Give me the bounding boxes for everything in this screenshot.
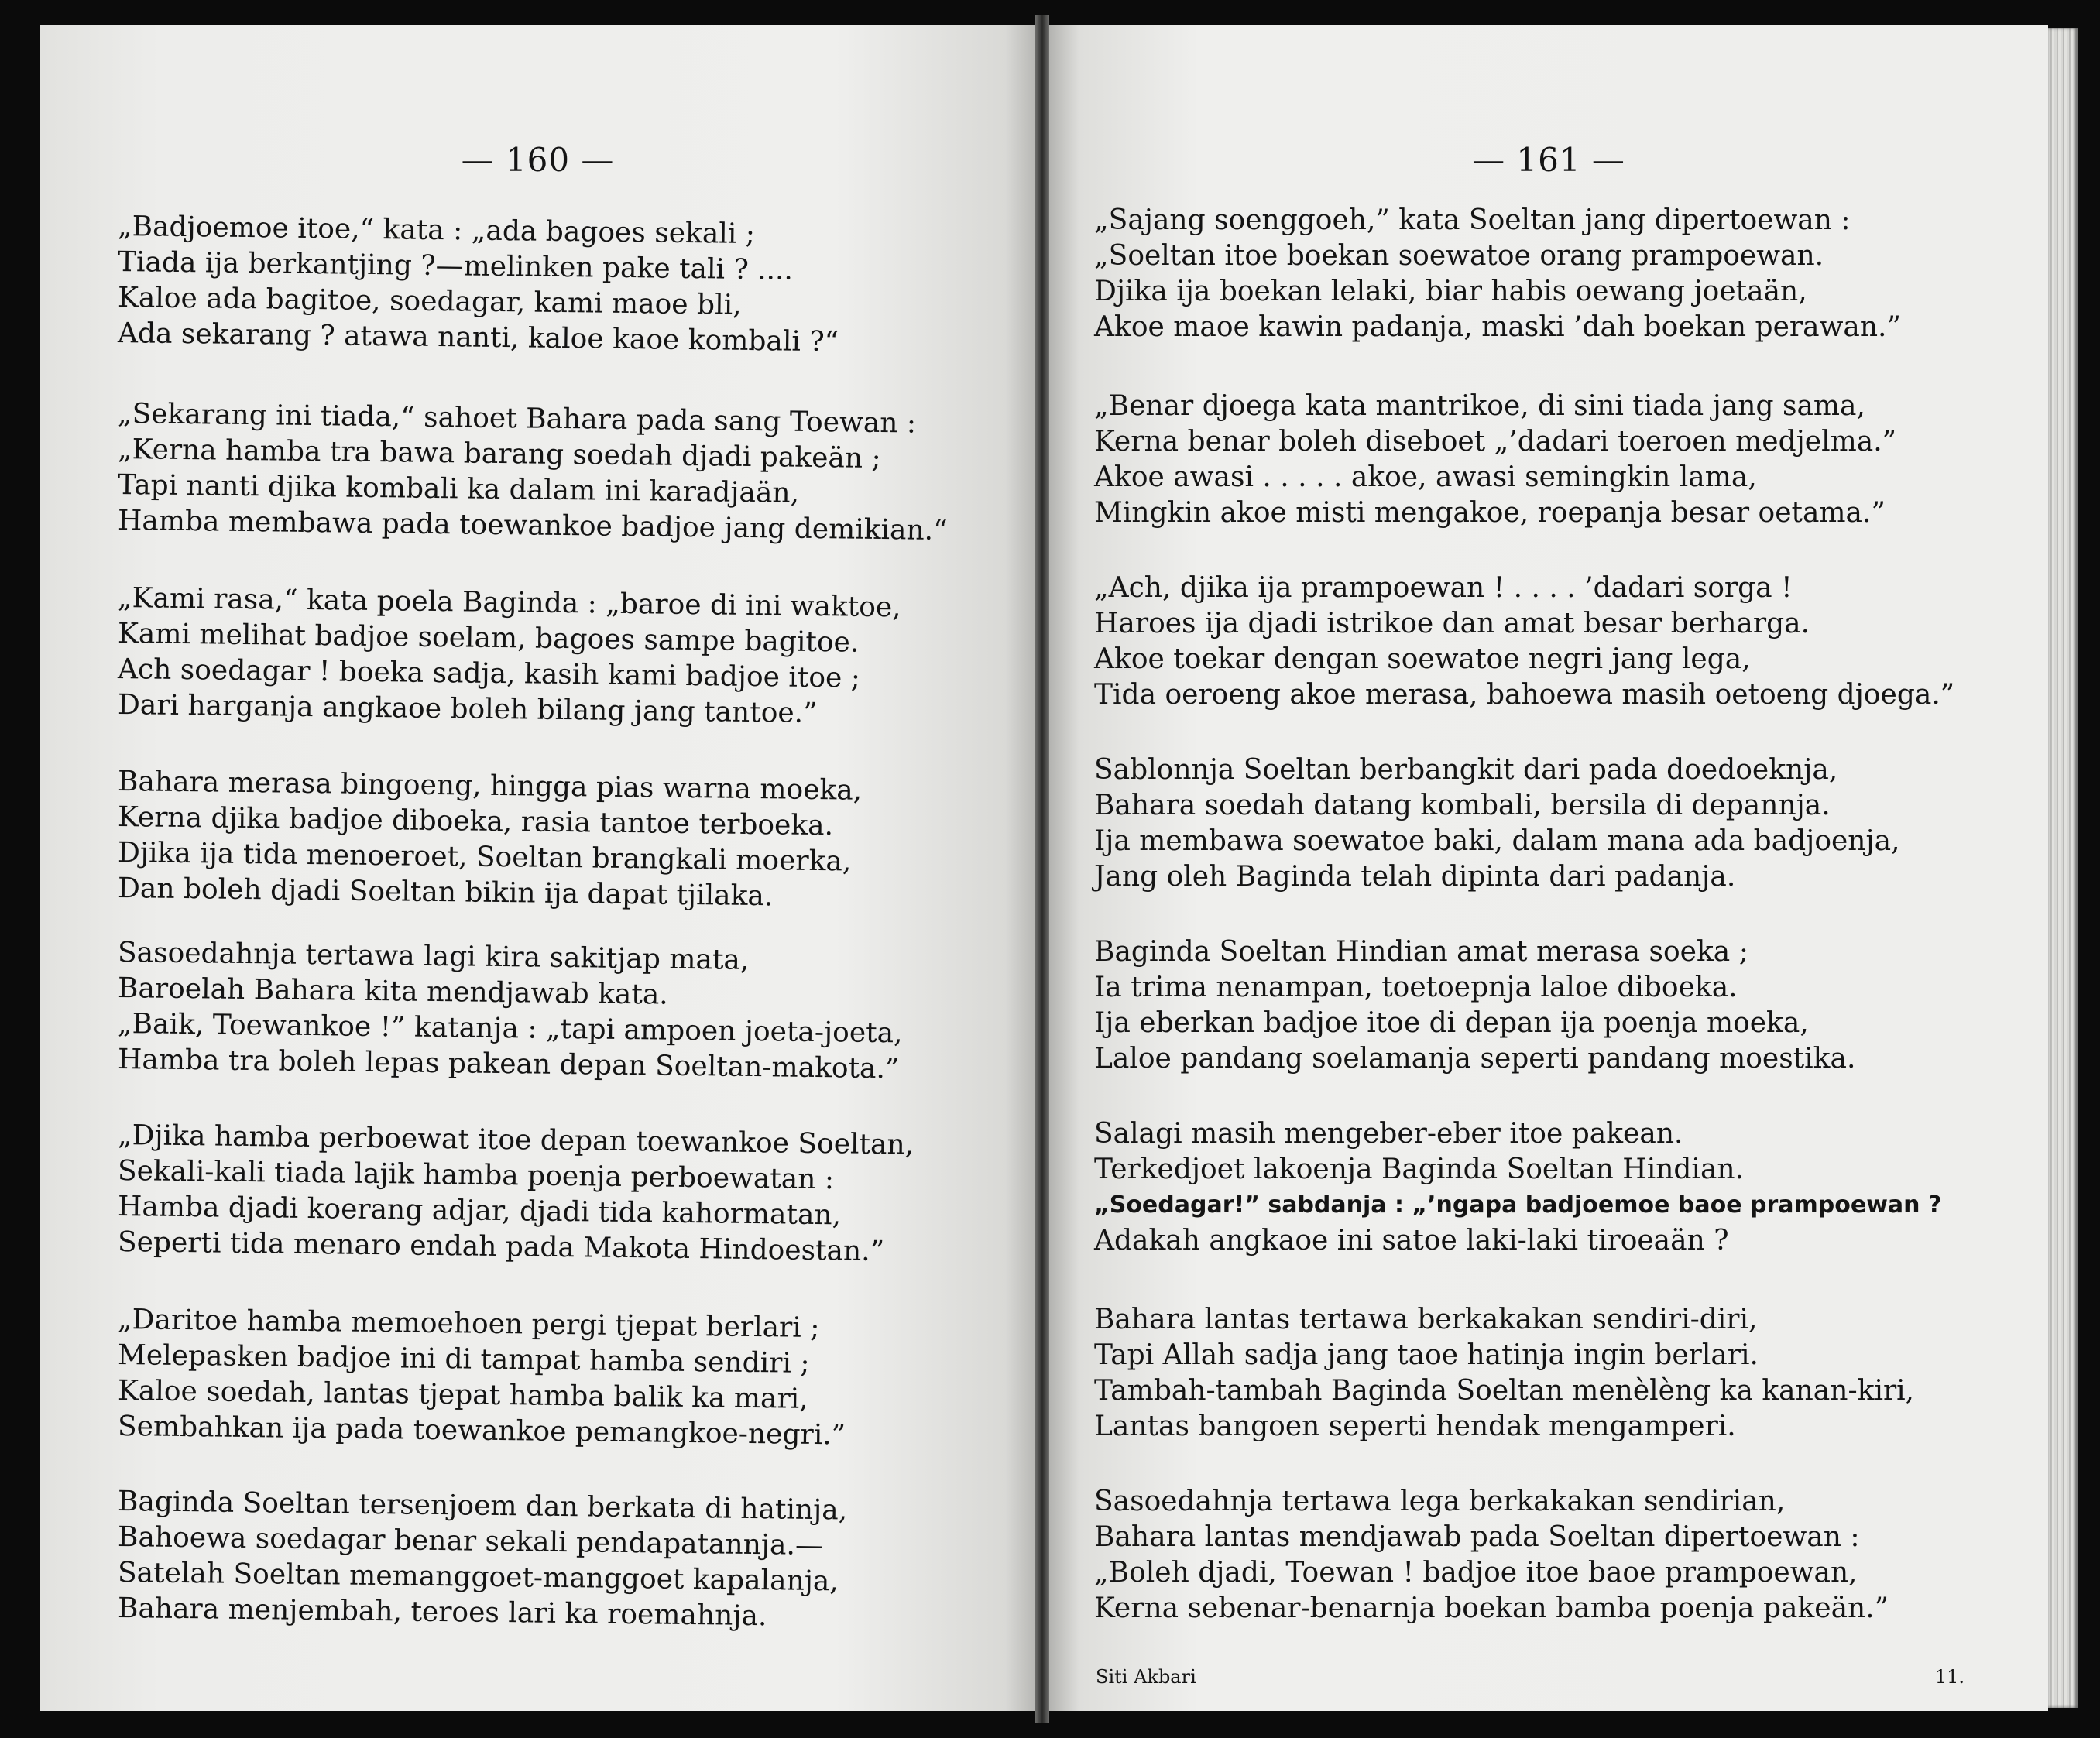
verse-line: Tida oeroeng akoe merasa, bahoewa masih oetoeng djoega.” (1094, 679, 1955, 711)
verse-line: Mingkin akoe misti mengakoe, roepanja besar oetama.” (1094, 497, 1886, 529)
verse-line: „Benar djoega kata mantrikoe, di sini tiada jang sama, (1094, 390, 1865, 422)
verse-line: Baginda Soeltan tersenjoem dan berkata di hatinja, (117, 1486, 848, 1527)
verse-line: „Kami rasa,“ kata poela Baginda : „baroe di ini waktoe, (117, 582, 901, 624)
verse-line: Dari harganja angkaoe boleh bilang jang tantoe.” (117, 689, 818, 730)
verse-line: Terkedjoet lakoenja Baginda Soeltan Hindian. (1094, 1154, 1745, 1185)
stanza (1094, 1484, 1889, 1627)
verse-line: „Soeltan itoe boekan soewatoe orang prampoewan. (1094, 240, 1824, 272)
footer-signature: Siti Akbari (1096, 1666, 1196, 1688)
verse-line: Bahoewa soedagar benar sekali pendapatannja.— (117, 1521, 824, 1562)
verse-line: Laloe pandang soelamanja seperti pandang moestika. (1094, 1043, 1856, 1075)
verse-line: Lantas bangoen seperti hendak mengamperi. (1094, 1411, 1736, 1442)
stanza (117, 581, 901, 730)
verse-line: Hamba djadi koerang adjar, djadi tida kahormatan, (117, 1191, 842, 1232)
stanza (117, 764, 863, 913)
verse-line: Kerna benar boleh diseboet „’dadari toeroen medjelma.” (1094, 426, 1897, 458)
verse-line: Satelah Soeltan memanggoet-manggoet kapalanja, (117, 1557, 839, 1598)
left-page (40, 25, 1035, 1711)
stanza (1094, 203, 1901, 345)
verse-line: Melepasken badjoe ini di tampat hamba sendiri ; (117, 1339, 810, 1380)
verse-line: „Kerna hamba tra bawa barang soedah djadi pakeän ; (117, 434, 881, 475)
verse-line: Bahara merasa bingoeng, hingga pias warna moeka, (117, 766, 863, 807)
page-number-right: — 161 — (1472, 141, 1625, 179)
verse-line: „Ach, djika ija prampoewan ! . . . . ’dadari sorga ! (1094, 572, 1793, 604)
stanza (1094, 934, 1855, 1077)
verse-line: Sembahkan ija pada toewankoe pemangkoe-negri.” (117, 1411, 846, 1452)
stanza (1094, 1302, 1914, 1445)
verse-line: Akoe toekar dengan soewatoe negri jang lega, (1094, 643, 1751, 675)
verse-line: Adakah angkaoe ini satoe laki-laki tiroeaän ? (1094, 1225, 1729, 1256)
verse-line: Ach soedagar ! boeka sadja, kasih kami badjoe itoe ; (117, 653, 861, 694)
verse-line: Sasoedahnja tertawa lega berkakakan sendirian, (1094, 1486, 1786, 1517)
right-page (1049, 25, 2048, 1711)
verse-line: Baginda Soeltan Hindian amat merasa soeka ; (1094, 936, 1748, 968)
stanza (1094, 1116, 1941, 1259)
page-number-left: — 160 — (461, 141, 615, 179)
verse-line: Hamba membawa pada toewankoe badjoe jang demikian.“ (117, 505, 948, 547)
verse-line: Tiada ija berkantjing ?—melinken pake tali ? .... (117, 246, 794, 286)
footer-sheet-mark: 11. (1934, 1666, 1964, 1688)
book-gutter (1035, 15, 1049, 1723)
verse-line: Kaloe soedah, lantas tjepat hamba balik ka mari, (117, 1375, 808, 1415)
verse-line: Hamba tra boleh lepas pakean depan Soeltan-makota.” (117, 1044, 900, 1085)
verse-line: „Soedagar!” sabdanja : „’ngapa badjoemoe baoe prampoewan ? (1094, 1191, 1942, 1219)
stanza (1094, 571, 1954, 713)
verse-line: Bahara menjembah, teroes lari ka roemahnja. (117, 1592, 767, 1633)
verse-line: Jang oleh Baginda telah dipinta dari padanja. (1094, 861, 1736, 893)
verse-line: „Daritoe hamba memoehoen pergi tjepat berlari ; (117, 1304, 820, 1345)
verse-line: Djika ija boekan lelaki, biar habis oewang joetaän, (1094, 276, 1807, 307)
verse-line: Djika ija tida menoeroet, Soeltan brangkali moerka, (117, 837, 852, 878)
verse-line: Tapi Allah sadja jang taoe hatinja ingin berlari. (1094, 1339, 1759, 1371)
verse-line: Bahara lantas tertawa berkakakan sendiri-diri, (1094, 1304, 1758, 1335)
verse-line: Tambah-tambah Baginda Soeltan menèlèng ka kanan-kiri, (1094, 1375, 1915, 1407)
verse-line: Sekali-kali tiada lajik hamba poenja perboewatan : (117, 1155, 835, 1196)
verse-line: Kerna djika badjoe diboeka, rasia tantoe terboeka. (117, 801, 834, 842)
verse-line: Kaloe ada bagitoe, soedagar, kami maoe bli, (117, 282, 742, 321)
verse-line: Kami melihat badjoe soelam, bagoes sampe bagitoe. (117, 618, 860, 659)
verse-line: Ada sekarang ? atawa nanti, kaloe kaoe kombali ?“ (117, 317, 839, 358)
verse-line: Dan boleh djadi Soeltan bikin ija dapat tjilaka. (117, 872, 774, 913)
verse-line: „Sekarang ini tiada,“ sahoet Bahara pada sang Toewan : (117, 398, 917, 440)
verse-line: Sasoedahnja tertawa lagi kira sakitjap mata, (117, 937, 750, 976)
verse-line: Ija membawa soewatoe baki, dalam mana ada badjoenja, (1094, 825, 1900, 857)
stanza (117, 396, 948, 547)
verse-line: Baroelah Bahara kita mendjawab kata. (117, 972, 669, 1011)
verse-line: „Boleh djadi, Toewan ! badjoe itoe baoe prampoewan, (1094, 1557, 1858, 1589)
verse-line: Akoe awasi . . . . . akoe, awasi semingkin lama, (1094, 461, 1757, 493)
stanza (117, 1302, 846, 1452)
verse-line: Sablonnja Soeltan berbangkit dari pada doedoeknja, (1094, 754, 1838, 786)
stanza (117, 209, 839, 358)
verse-line: Bahara soedah datang kombali, bersila di depannja. (1094, 790, 1831, 821)
verse-line: „Sajang soenggoeh,” kata Soeltan jang dipertoewan : (1094, 204, 1851, 236)
stanza (1094, 389, 1896, 531)
stanza (1094, 752, 1900, 895)
verse-line: Akoe maoe kawin padanja, maski ’dah boekan perawan.” (1094, 311, 1901, 343)
verse-line: Bahara lantas mendjawab pada Soeltan dipertoewan : (1094, 1521, 1860, 1553)
stanza (117, 935, 903, 1085)
verse-line: Ija eberkan badjoe itoe di depan ija poenja moeka, (1094, 1007, 1809, 1039)
verse-line: Tapi nanti djika kombali ka dalam ini karadjaän, (117, 469, 800, 509)
verse-line: Ia trima nenampan, toetoepnja laloe diboeka. (1094, 972, 1738, 1003)
verse-line: Haroes ija djadi istrikoe dan amat besar berharga. (1094, 608, 1810, 639)
verse-line: „Badjoemoe itoe,“ kata : „ada bagoes sekali ; (117, 211, 756, 251)
book-page-edge (2048, 28, 2078, 1708)
stanza (117, 1118, 914, 1268)
verse-line: Kerna sebenar-benarnja boekan bamba poenja pakeän.” (1094, 1592, 1889, 1624)
verse-line: „Djika hamba perboewat itoe depan toewankoe Soeltan, (117, 1119, 914, 1161)
verse-line: Seperti tida menaro endah pada Makota Hindoestan.” (117, 1226, 885, 1268)
verse-line: Salagi masih mengeber-eber itoe pakean. (1094, 1118, 1683, 1150)
verse-line: „Baik, Toewankoe !” katanja : „tapi ampoen joeta-joeta, (117, 1008, 903, 1050)
stanza (117, 1484, 848, 1633)
